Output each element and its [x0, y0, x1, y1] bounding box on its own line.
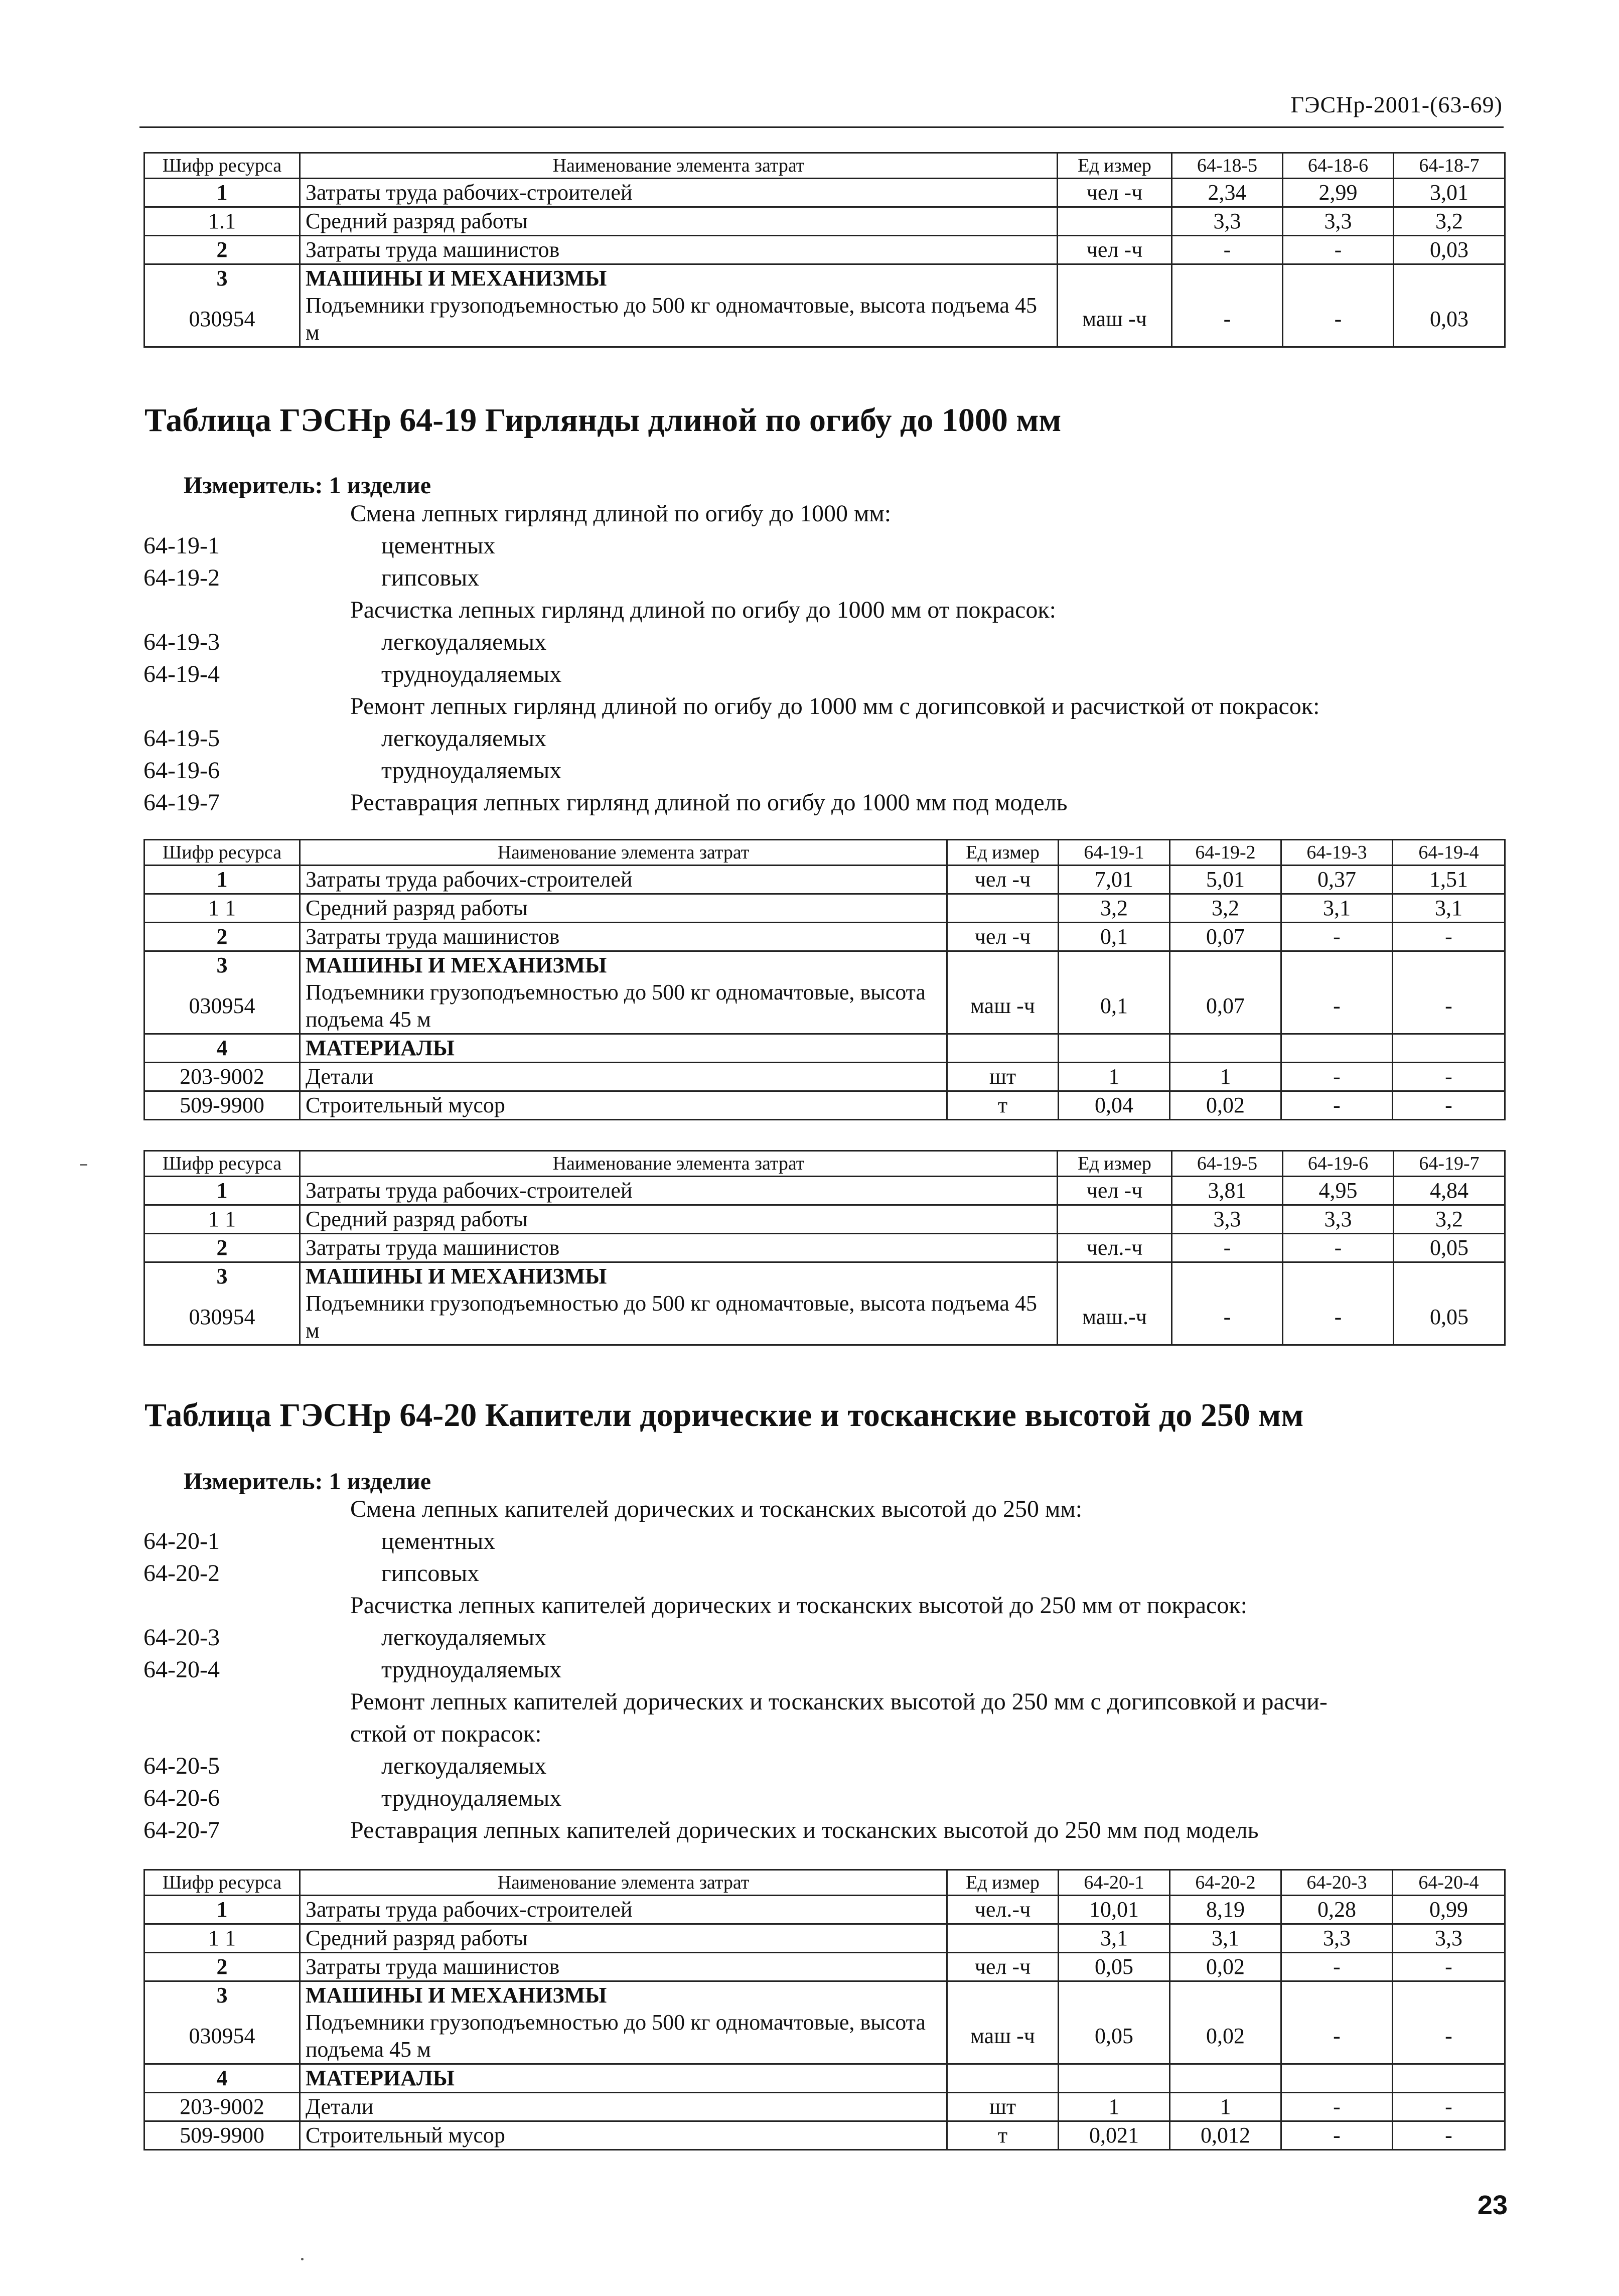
- cost-element-name: Подъемники грузоподъемностью до 500 кг одномачтовые, высота подъема 45 м: [300, 292, 1058, 347]
- table-row: [144, 1034, 1505, 1063]
- norm-value: -: [1281, 923, 1393, 951]
- norm-value: 0,37: [1281, 866, 1393, 894]
- column-header: 64-19-5: [1172, 1151, 1283, 1177]
- norm-value: 5,01: [1170, 866, 1281, 894]
- resource-code: 509-9900: [144, 2121, 300, 2150]
- unit: [947, 1981, 1059, 2010]
- work-item-text: гипсовых: [381, 564, 480, 591]
- work-group-heading: Ремонт лепных капителей дорических и тосканских высотой до 250 мм с догипсовкой и расчи-: [350, 1688, 1328, 1715]
- column-header: Шифр ресурса: [144, 153, 300, 179]
- norm-value: 0,05: [1059, 2009, 1170, 2064]
- table-row: [144, 866, 1505, 894]
- table-row: [144, 1924, 1505, 1953]
- unit: чел -ч: [947, 866, 1059, 894]
- work-group-heading: Смена лепных гирлянд длиной по огибу до 1000 мм:: [350, 500, 892, 527]
- norm-value: 2,99: [1283, 179, 1394, 207]
- norm-value: -: [1393, 1063, 1505, 1091]
- norm-value: 0,012: [1170, 2121, 1281, 2150]
- norm-value: [1281, 1034, 1393, 1063]
- norm-value: 1: [1059, 2093, 1170, 2121]
- unit: [947, 951, 1059, 979]
- work-group-heading: Ремонт лепных гирлянд длиной по огибу до 1000 мм с догипсовкой и расчисткой от покрасок:: [350, 693, 1320, 720]
- work-item-text: легкоудаляемых: [381, 629, 547, 655]
- resource-table-64-18: [143, 152, 1506, 348]
- resource-code: 2: [144, 236, 300, 264]
- column-header: Шифр ресурса: [144, 840, 300, 866]
- table-row: [144, 1290, 1505, 1345]
- meter-value: 1 изделие: [329, 472, 431, 499]
- norm-value: -: [1172, 1290, 1283, 1345]
- norm-value: 0,021: [1059, 2121, 1170, 2150]
- norm-value: 0,1: [1059, 923, 1170, 951]
- resource-code: 1: [144, 1896, 300, 1924]
- column-header: Ед измер: [947, 840, 1059, 866]
- unit: [947, 894, 1059, 923]
- column-header: Ед измер: [1058, 1151, 1172, 1177]
- norm-value: [1394, 264, 1505, 293]
- norm-value: -: [1393, 2121, 1505, 2150]
- table-row: [144, 2093, 1505, 2121]
- norm-value: 0,02: [1170, 2009, 1281, 2064]
- cost-element-name: МАШИНЫ И МЕХАНИЗМЫ: [300, 951, 947, 979]
- column-header: 64-20-2: [1170, 1870, 1281, 1896]
- unit: маш -ч: [947, 2009, 1059, 2064]
- norm-value: [1283, 264, 1394, 293]
- column-header: 64-19-2: [1170, 840, 1281, 866]
- unit: чел.-ч: [1058, 1234, 1172, 1262]
- resource-code: 1.1: [144, 207, 300, 236]
- work-item-text: трудноудаляемых: [381, 757, 562, 784]
- table-row: [144, 292, 1505, 347]
- table-row: [144, 264, 1505, 293]
- unit: [947, 1034, 1059, 1063]
- norm-value: -: [1393, 979, 1505, 1034]
- cost-element-name: Затраты труда машинистов: [300, 1234, 1058, 1262]
- norm-value: -: [1283, 1234, 1394, 1262]
- meter-64-19: [184, 472, 431, 499]
- meter-value: 1 изделие: [329, 1468, 431, 1495]
- work-code: 64-19-4: [143, 661, 220, 687]
- norm-value: 3,81: [1172, 1177, 1283, 1205]
- norm-value: [1059, 1034, 1170, 1063]
- unit: чел -ч: [1058, 1177, 1172, 1205]
- cost-element-name: МАШИНЫ И МЕХАНИЗМЫ: [300, 1262, 1058, 1290]
- unit: [1058, 1205, 1172, 1234]
- resource-code: 1 1: [144, 894, 300, 923]
- norm-value: -: [1393, 1091, 1505, 1120]
- norm-value: 4,95: [1283, 1177, 1394, 1205]
- work-code: 64-19-2: [143, 564, 220, 591]
- column-header: Шифр ресурса: [144, 1870, 300, 1896]
- resource-code: 1: [144, 179, 300, 207]
- norm-value: 1,51: [1393, 866, 1505, 894]
- cost-element-name: Средний разряд работы: [300, 207, 1058, 236]
- resource-code: 3: [144, 264, 300, 293]
- norm-value: 0,02: [1170, 1953, 1281, 1981]
- work-code: 64-19-1: [143, 532, 220, 559]
- norm-value: 3,01: [1394, 179, 1505, 207]
- work-group-heading: сткой от покрасок:: [350, 1720, 542, 1747]
- work-code: 64-20-7: [143, 1817, 220, 1843]
- norm-value: [1170, 1981, 1281, 2010]
- cost-element-name: Подъемники грузоподъемностью до 500 кг одномачтовые, высота подъема 45 м: [300, 2009, 947, 2064]
- unit: т: [947, 1091, 1059, 1120]
- norm-value: -: [1281, 2009, 1393, 2064]
- norm-value: 4,84: [1394, 1177, 1505, 1205]
- norm-value: 0,99: [1393, 1896, 1505, 1924]
- cost-element-name: Подъемники грузоподъемностью до 500 кг одномачтовые, высота подъема 45 м: [300, 1290, 1058, 1345]
- norm-value: 0,02: [1170, 1091, 1281, 1120]
- column-header: 64-18-7: [1394, 153, 1505, 179]
- resource-code: 203-9002: [144, 1063, 300, 1091]
- column-header: Наименование элемента затрат: [300, 840, 947, 866]
- column-header: 64-19-4: [1393, 840, 1505, 866]
- norm-value: [1281, 951, 1393, 979]
- resource-code: 3: [144, 1262, 300, 1290]
- norm-value: [1170, 1034, 1281, 1063]
- norm-value: -: [1281, 2121, 1393, 2150]
- table-row: [144, 1981, 1505, 2010]
- table-row: [144, 1262, 1505, 1290]
- norm-value: [1393, 951, 1505, 979]
- column-header: 64-20-3: [1281, 1870, 1393, 1896]
- resource-table-64-19-a: [143, 839, 1506, 1120]
- work-code: 64-20-5: [143, 1753, 220, 1779]
- table-row: [144, 2009, 1505, 2064]
- unit: маш -ч: [1058, 292, 1172, 347]
- work-code: 64-20-1: [143, 1528, 220, 1554]
- norm-value: -: [1172, 236, 1283, 264]
- resource-code: 509-9900: [144, 1091, 300, 1120]
- norm-value: 0,03: [1394, 236, 1505, 264]
- work-group-heading: Расчистка лепных гирлянд длиной по огибу до 1000 мм от покрасок:: [350, 597, 1056, 623]
- norm-value: 3,2: [1059, 894, 1170, 923]
- table-row: [144, 2121, 1505, 2150]
- norm-value: -: [1172, 1234, 1283, 1262]
- norm-value: -: [1393, 2093, 1505, 2121]
- norm-value: 1: [1059, 1063, 1170, 1091]
- unit: [1058, 1262, 1172, 1290]
- table-row: [144, 1091, 1505, 1120]
- norm-value: 3,1: [1059, 1924, 1170, 1953]
- meter-64-20: [184, 1468, 431, 1495]
- resource-code: 2: [144, 1953, 300, 1981]
- work-code: 64-19-5: [143, 725, 220, 752]
- resource-code: 2: [144, 923, 300, 951]
- resource-code: 4: [144, 1034, 300, 1063]
- resource-code: 4: [144, 2064, 300, 2093]
- table-row: [144, 1896, 1505, 1924]
- resource-code: 030954: [144, 2009, 300, 2064]
- norm-value: -: [1281, 1091, 1393, 1120]
- column-header: 64-18-5: [1172, 153, 1283, 179]
- column-header: Наименование элемента затрат: [300, 1870, 947, 1896]
- norm-value: 0,04: [1059, 1091, 1170, 1120]
- resource-code: 030954: [144, 292, 300, 347]
- norm-value: [1059, 1981, 1170, 2010]
- column-header: 64-19-1: [1059, 840, 1170, 866]
- page-number: 23: [1477, 2190, 1508, 2220]
- column-header: 64-18-6: [1283, 153, 1394, 179]
- resource-code: 1: [144, 866, 300, 894]
- resource-table-64-19-b: [143, 1150, 1506, 1346]
- norm-value: [1281, 1981, 1393, 2010]
- work-item-text: Реставрация лепных гирлянд длиной по огибу до 1000 мм под модель: [350, 789, 1068, 816]
- norm-value: 0,03: [1394, 292, 1505, 347]
- work-code: 64-20-4: [143, 1656, 220, 1683]
- cost-element-name: Затраты труда рабочих-строителей: [300, 866, 947, 894]
- norm-value: 0,07: [1170, 923, 1281, 951]
- column-header: 64-20-1: [1059, 1870, 1170, 1896]
- unit: чел -ч: [1058, 236, 1172, 264]
- work-item-text: легкоудаляемых: [381, 1624, 547, 1651]
- norm-value: 3,1: [1170, 1924, 1281, 1953]
- cost-element-name: Затраты труда машинистов: [300, 236, 1058, 264]
- table-row: [144, 1234, 1505, 1262]
- norm-value: 1: [1170, 2093, 1281, 2121]
- cost-element-name: МАШИНЫ И МЕХАНИЗМЫ: [300, 1981, 947, 2010]
- norm-value: [1394, 1262, 1505, 1290]
- norm-value: [1281, 2064, 1393, 2093]
- norm-value: 3,3: [1172, 1205, 1283, 1234]
- work-code: 64-19-3: [143, 629, 220, 655]
- section-title-64-19: Таблица ГЭСНр 64-19 Гирлянды длиной по огибу до 1000 мм: [144, 402, 1062, 439]
- norm-value: [1170, 2064, 1281, 2093]
- norm-value: -: [1281, 1953, 1393, 1981]
- norm-value: -: [1393, 1953, 1505, 1981]
- norm-value: -: [1393, 2009, 1505, 2064]
- norm-value: 3,2: [1394, 1205, 1505, 1234]
- table-row: [144, 894, 1505, 923]
- table-row: [144, 1953, 1505, 1981]
- cost-element-name: Затраты труда рабочих-строителей: [300, 179, 1058, 207]
- resource-code: 030954: [144, 979, 300, 1034]
- resource-code: 1 1: [144, 1205, 300, 1234]
- norm-value: [1059, 2064, 1170, 2093]
- work-code: 64-19-6: [143, 757, 220, 784]
- cost-element-name: Средний разряд работы: [300, 1924, 947, 1953]
- cost-element-name: МАТЕРИАЛЫ: [300, 1034, 947, 1063]
- resource-code: 1: [144, 1177, 300, 1205]
- norm-value: 0,07: [1170, 979, 1281, 1034]
- norm-value: 0,05: [1394, 1290, 1505, 1345]
- unit: чел -ч: [1058, 179, 1172, 207]
- unit: [1058, 264, 1172, 293]
- column-header: 64-19-7: [1394, 1151, 1505, 1177]
- unit: [947, 2064, 1059, 2093]
- cost-element-name: Затраты труда рабочих-строителей: [300, 1896, 947, 1924]
- header-divider: [139, 126, 1504, 128]
- table-row: [144, 207, 1505, 236]
- resource-code: 030954: [144, 1290, 300, 1345]
- resource-code: 3: [144, 951, 300, 979]
- work-item-text: трудноудаляемых: [381, 1656, 562, 1683]
- column-header: 64-19-3: [1281, 840, 1393, 866]
- cost-element-name: Строительный мусор: [300, 1091, 947, 1120]
- unit: маш -ч: [947, 979, 1059, 1034]
- unit: чел -ч: [947, 1953, 1059, 1981]
- document-code: ГЭСНр-2001-(63-69): [1290, 92, 1503, 117]
- norm-value: [1393, 2064, 1505, 2093]
- work-code: 64-20-3: [143, 1624, 220, 1651]
- cost-element-name: Подъемники грузоподъемностью до 500 кг одномачтовые, высота подъема 45 м: [300, 979, 947, 1034]
- norm-value: 0,28: [1281, 1896, 1393, 1924]
- norm-value: -: [1172, 292, 1283, 347]
- table-row: [144, 1063, 1505, 1091]
- column-header: Шифр ресурса: [144, 1151, 300, 1177]
- table-row: [144, 2064, 1505, 2093]
- norm-value: 0,05: [1059, 1953, 1170, 1981]
- table-row: [144, 923, 1505, 951]
- work-item-text: гипсовых: [381, 1560, 480, 1587]
- resource-code: 2: [144, 1234, 300, 1262]
- cost-element-name: МАШИНЫ И МЕХАНИЗМЫ: [300, 264, 1058, 293]
- work-item-text: Реставрация лепных капителей дорических и тосканских высотой до 250 мм под модель: [350, 1817, 1259, 1843]
- unit: чел.-ч: [947, 1896, 1059, 1924]
- scan-speck: [301, 2258, 304, 2260]
- work-item-text: трудноудаляемых: [381, 1785, 562, 1811]
- unit: шт: [947, 2093, 1059, 2121]
- norm-value: 3,3: [1281, 1924, 1393, 1953]
- table-row: [144, 179, 1505, 207]
- norm-value: 2,34: [1172, 179, 1283, 207]
- norm-value: -: [1281, 1063, 1393, 1091]
- norm-value: 7,01: [1059, 866, 1170, 894]
- column-header: 64-20-4: [1393, 1870, 1505, 1896]
- norm-value: 1: [1170, 1063, 1281, 1091]
- column-header: 64-19-6: [1283, 1151, 1394, 1177]
- norm-value: -: [1283, 236, 1394, 264]
- work-item-text: трудноудаляемых: [381, 661, 562, 687]
- resource-table-64-20: [143, 1869, 1506, 2150]
- unit: [947, 1924, 1059, 1953]
- table-row: [144, 236, 1505, 264]
- norm-value: 3,3: [1393, 1924, 1505, 1953]
- work-code: 64-20-6: [143, 1785, 220, 1811]
- work-item-text: легкоудаляемых: [381, 1753, 547, 1779]
- resource-code: 203-9002: [144, 2093, 300, 2121]
- work-code: 64-19-7: [143, 789, 220, 816]
- cost-element-name: Средний разряд работы: [300, 1205, 1058, 1234]
- norm-value: -: [1283, 292, 1394, 347]
- norm-value: 3,3: [1172, 207, 1283, 236]
- norm-value: 3,3: [1283, 207, 1394, 236]
- norm-value: [1059, 951, 1170, 979]
- cost-element-name: Затраты труда машинистов: [300, 923, 947, 951]
- work-item-text: цементных: [381, 1528, 496, 1554]
- table-row: [144, 1177, 1505, 1205]
- column-header: Ед измер: [947, 1870, 1059, 1896]
- norm-value: 0,05: [1394, 1234, 1505, 1262]
- table-row: [144, 951, 1505, 979]
- norm-value: 8,19: [1170, 1896, 1281, 1924]
- unit: шт: [947, 1063, 1059, 1091]
- norm-value: [1170, 951, 1281, 979]
- norm-value: 10,01: [1059, 1896, 1170, 1924]
- cost-element-name: Затраты труда машинистов: [300, 1953, 947, 1981]
- table-row: [144, 1205, 1505, 1234]
- work-item-text: цементных: [381, 532, 496, 559]
- margin-mark: [80, 1164, 87, 1166]
- norm-value: 3,3: [1283, 1205, 1394, 1234]
- resource-code: 3: [144, 1981, 300, 2010]
- norm-value: 3,1: [1393, 894, 1505, 923]
- column-header: Ед измер: [1058, 153, 1172, 179]
- norm-value: -: [1393, 923, 1505, 951]
- resource-code: 1 1: [144, 1924, 300, 1953]
- meter-label: Измеритель:: [184, 1468, 323, 1495]
- norm-value: -: [1281, 2093, 1393, 2121]
- norm-value: -: [1281, 979, 1393, 1034]
- norm-value: -: [1283, 1290, 1394, 1345]
- norm-value: 3,2: [1394, 207, 1505, 236]
- norm-value: [1172, 264, 1283, 293]
- work-group-heading: Смена лепных капителей дорических и тосканских высотой до 250 мм:: [350, 1496, 1083, 1522]
- meter-label: Измеритель:: [184, 472, 323, 499]
- norm-value: 0,1: [1059, 979, 1170, 1034]
- work-item-text: легкоудаляемых: [381, 725, 547, 752]
- cost-element-name: Детали: [300, 2093, 947, 2121]
- section-title-64-20: Таблица ГЭСНр 64-20 Капители дорические и тосканские высотой до 250 мм: [144, 1397, 1304, 1433]
- work-code: 64-20-2: [143, 1560, 220, 1587]
- norm-value: [1393, 1034, 1505, 1063]
- column-header: Наименование элемента затрат: [300, 1151, 1058, 1177]
- unit: чел -ч: [947, 923, 1059, 951]
- work-group-heading: Расчистка лепных капителей дорических и тосканских высотой до 250 мм от покрасок:: [350, 1592, 1247, 1619]
- unit: [1058, 207, 1172, 236]
- norm-value: [1172, 1262, 1283, 1290]
- cost-element-name: Строительный мусор: [300, 2121, 947, 2150]
- unit: т: [947, 2121, 1059, 2150]
- norm-value: [1393, 1981, 1505, 2010]
- norm-value: 3,2: [1170, 894, 1281, 923]
- unit: маш.-ч: [1058, 1290, 1172, 1345]
- table-row: [144, 979, 1505, 1034]
- cost-element-name: Средний разряд работы: [300, 894, 947, 923]
- norm-value: 3,1: [1281, 894, 1393, 923]
- column-header: Наименование элемента затрат: [300, 153, 1058, 179]
- cost-element-name: Детали: [300, 1063, 947, 1091]
- cost-element-name: Затраты труда рабочих-строителей: [300, 1177, 1058, 1205]
- cost-element-name: МАТЕРИАЛЫ: [300, 2064, 947, 2093]
- norm-value: [1283, 1262, 1394, 1290]
